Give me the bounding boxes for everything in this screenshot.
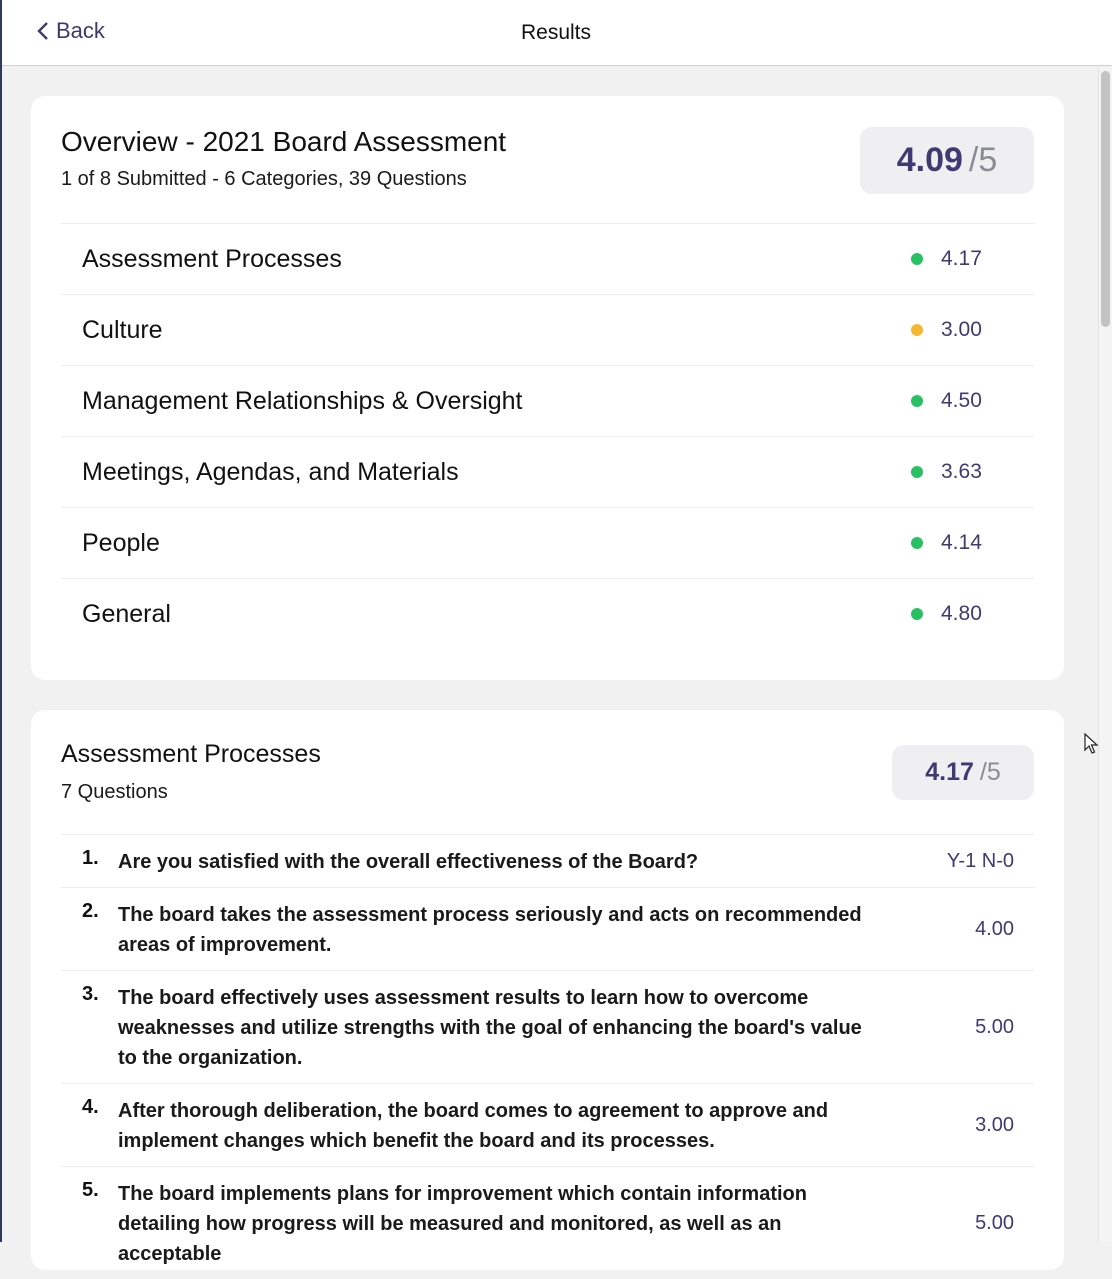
- top-bar: [0, 0, 1112, 66]
- question-text: Are you satisfied with the overall effectiveness of the Board?: [118, 851, 699, 873]
- status-dot: [911, 253, 923, 265]
- category-score: 4.80: [941, 602, 982, 625]
- category-row[interactable]: [61, 223, 1034, 294]
- question-row[interactable]: [61, 1166, 1034, 1279]
- question-row[interactable]: [61, 970, 1034, 1083]
- category-row[interactable]: [61, 365, 1034, 436]
- section-subtitle: 7 Questions: [61, 781, 168, 803]
- status-dot: [911, 537, 923, 549]
- overview-score-badge: [860, 127, 1034, 194]
- category-name: Meetings, Agendas, and Materials: [82, 457, 459, 486]
- section-header: [61, 740, 1034, 804]
- question-text: After thorough deliberation, the board comes to agreement to approve and implement changes which benefit the board and its processes.: [118, 1100, 829, 1152]
- status-dot: [911, 466, 923, 478]
- category-score: 4.17: [941, 247, 982, 270]
- overview-title: Overview - 2021 Board Assessment: [61, 126, 507, 157]
- section-score-badge: [892, 745, 1034, 800]
- section-card: [31, 710, 1064, 1270]
- question-text: The board takes the assessment process seriously and acts on recommended areas of improvement.: [118, 904, 862, 956]
- question-row[interactable]: [61, 834, 1034, 887]
- question-row[interactable]: [61, 1083, 1034, 1166]
- question-number: 5.: [82, 1179, 99, 1201]
- status-dot: [911, 324, 923, 336]
- question-list: [61, 834, 1034, 1279]
- category-row[interactable]: [61, 294, 1034, 365]
- category-name: People: [82, 528, 160, 557]
- section-score-max: /5: [979, 758, 1001, 786]
- question-row[interactable]: [61, 887, 1034, 970]
- chevron-left-icon: [36, 21, 50, 41]
- question-score: Y-1 N-0: [946, 849, 1014, 872]
- back-button[interactable]: [36, 18, 105, 44]
- question-text: The board implements plans for improvement which contain information detailing how progress will be measured and monitored, as well as an acceptable: [118, 1183, 807, 1265]
- question-score: 5.00: [975, 1015, 1014, 1038]
- category-row[interactable]: [61, 578, 1034, 649]
- question-score: 5.00: [975, 1211, 1014, 1234]
- category-score: 4.50: [941, 389, 982, 412]
- question-score: 4.00: [975, 917, 1014, 940]
- category-list: [61, 223, 1034, 649]
- category-row[interactable]: [61, 436, 1034, 507]
- category-score: 3.63: [941, 460, 982, 483]
- question-number: 4.: [82, 1096, 99, 1118]
- category-name: Assessment Processes: [82, 244, 342, 273]
- question-number: 1.: [82, 847, 99, 869]
- status-dot: [911, 608, 923, 620]
- back-label: Back: [56, 18, 105, 43]
- section-title: Assessment Processes: [61, 740, 321, 768]
- section-score: 4.17: [925, 758, 974, 786]
- overview-score: 4.09: [896, 141, 963, 179]
- overview-card: [31, 96, 1064, 680]
- results-content[interactable]: [0, 67, 1098, 1265]
- overview-score-max: /5: [968, 141, 998, 179]
- question-number: 2.: [82, 900, 99, 922]
- category-name: General: [82, 599, 171, 628]
- question-number: 3.: [82, 983, 99, 1005]
- mouse-pointer-icon: [1083, 733, 1099, 755]
- scrollbar[interactable]: [1098, 67, 1112, 1242]
- window-left-edge: [0, 0, 2, 1242]
- question-text: The board effectively uses assessment results to learn how to overcome weaknesses and utilize strengths with the goal of enhancing the board's value to the organization.: [118, 987, 862, 1069]
- page-title: Results: [520, 20, 592, 44]
- category-score: 3.00: [941, 318, 982, 341]
- scrollbar-thumb[interactable]: [1101, 71, 1110, 327]
- status-dot: [911, 395, 923, 407]
- category-score: 4.14: [941, 531, 982, 554]
- category-name: Management Relationships & Oversight: [82, 386, 523, 415]
- question-score: 3.00: [975, 1113, 1014, 1136]
- category-name: Culture: [82, 315, 163, 344]
- category-row[interactable]: [61, 507, 1034, 578]
- overview-subtitle: 1 of 8 Submitted - 6 Categories, 39 Questions: [61, 168, 467, 190]
